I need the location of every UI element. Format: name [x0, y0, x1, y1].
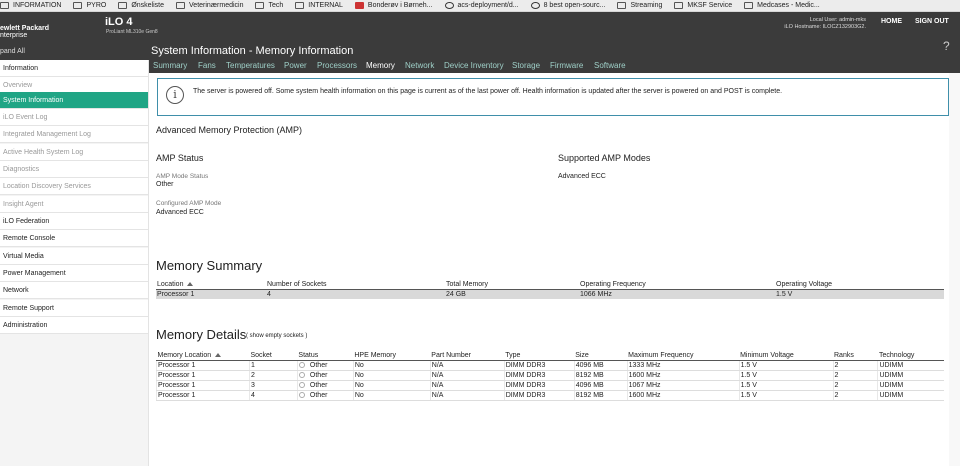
column-header-max-frequency[interactable]: Maximum Frequency	[627, 351, 739, 360]
column-header-total-memory[interactable]: Total Memory	[445, 280, 579, 289]
tab-firmware[interactable]: Firmware	[550, 61, 584, 70]
scroll-gutter	[949, 73, 960, 466]
bookmark-item[interactable]: Medcases - Medic...	[744, 2, 820, 9]
sidebar-item-ilo-federation[interactable]: iLO Federation	[0, 213, 148, 230]
table-row: Processor 1 4 24 GB 1066 MHz 1.5 V	[156, 289, 944, 299]
bookmark-item[interactable]: acs-deployment/d...	[445, 2, 519, 9]
memory-summary-table	[156, 280, 944, 299]
amp-mode-status-value: Other	[156, 181, 174, 188]
supported-amp-modes-heading: Supported AMP Modes	[558, 153, 651, 163]
sidebar-item-location-discovery-services[interactable]: Location Discovery Services	[0, 178, 148, 195]
top-header	[0, 12, 960, 44]
column-header-hpe-memory[interactable]: HPE Memory	[353, 351, 430, 360]
sidebar-item-diagnostics[interactable]: Diagnostics	[0, 161, 148, 178]
column-header-part-number[interactable]: Part Number	[430, 351, 504, 360]
local-user: Local User: admin-mks	[809, 17, 866, 23]
folder-icon	[0, 2, 9, 9]
memory-summary-title: Memory Summary	[156, 258, 263, 273]
tab-storage[interactable]: Storage	[512, 61, 541, 70]
status-other-icon	[299, 372, 305, 378]
github-icon	[445, 2, 454, 9]
tab-processors[interactable]: Processors	[317, 61, 358, 70]
sidebar-item-network[interactable]: Network	[0, 282, 148, 299]
sidebar-item-remote-console[interactable]: Remote Console	[0, 230, 148, 247]
show-empty-sockets-link[interactable]: ( show empty sockets )	[246, 333, 308, 339]
amp-status-heading: AMP Status	[156, 153, 204, 163]
power-off-notice	[157, 78, 949, 116]
configured-amp-mode-label: Configured AMP Mode	[156, 200, 222, 207]
sort-asc-icon	[215, 353, 221, 357]
bookmark-item[interactable]: 8 best open-sourc...	[531, 2, 606, 9]
memory-details-table	[156, 351, 944, 401]
sub-header	[0, 39, 960, 60]
bookmark-item[interactable]: Bonderøv i Børneh...	[355, 2, 433, 9]
folder-icon	[255, 2, 264, 9]
sidebar-item-power-management[interactable]: Power Management	[0, 265, 148, 282]
page-title: System Information - Memory Information	[151, 45, 354, 57]
github-icon	[531, 2, 540, 9]
column-header-size[interactable]: Size	[574, 351, 627, 360]
sidebar-item-virtual-media[interactable]: Virtual Media	[0, 248, 148, 265]
column-header-status[interactable]: Status	[297, 351, 353, 360]
folder-icon	[295, 2, 304, 9]
amp-title: Advanced Memory Protection (AMP)	[156, 125, 303, 135]
column-header-operating-voltage[interactable]: Operating Voltage	[775, 280, 944, 289]
column-header-socket[interactable]: Socket	[249, 351, 297, 360]
sidebar-item-ilo-event-log[interactable]: iLO Event Log	[0, 109, 148, 126]
folder-icon	[176, 2, 185, 9]
bookmark-item[interactable]: Streaming	[617, 2, 662, 9]
hpe-logo-line2: nterprise	[0, 32, 28, 39]
hpe-logo-line1: ewlett Packard	[0, 25, 50, 32]
bookmarks-bar	[0, 0, 960, 12]
column-header-type[interactable]: Type	[504, 351, 574, 360]
ilo-hostname: iLO Hostname: ILOCZ132903G2.	[784, 24, 866, 30]
folder-icon	[744, 2, 753, 9]
amp-mode-status-label: AMP Mode Status	[156, 173, 209, 180]
home-link[interactable]: HOME	[881, 18, 902, 25]
table-row: Processor 1 4 Other No N/A DIMM DDR3 8192 MB 1600 MHz 1.5 V 2 UDIMM	[157, 390, 945, 400]
info-icon: i	[166, 86, 184, 104]
sidebar-empty-area	[0, 335, 148, 466]
bookmark-item[interactable]: INFORMATION	[0, 2, 61, 9]
sidebar-item-insight-agent[interactable]: Insight Agent	[0, 196, 148, 213]
tab-memory[interactable]: Memory	[366, 61, 395, 70]
bookmark-item[interactable]: Veterinærmedicin	[176, 2, 243, 9]
column-header-memory-location[interactable]: Memory Location	[157, 351, 250, 360]
column-header-location[interactable]: Location	[156, 280, 266, 289]
sidebar-item-system-information[interactable]: System Information	[0, 92, 148, 109]
sidebar-item-active-health-system-log[interactable]: Active Health System Log	[0, 144, 148, 161]
table-row: Processor 1 2 Other No N/A DIMM DDR3 8192 MB 1600 MHz 1.5 V 2 UDIMM	[157, 370, 945, 380]
column-header-ranks[interactable]: Ranks	[833, 351, 878, 360]
column-header-min-voltage[interactable]: Minimum Voltage	[739, 351, 833, 360]
table-row: Processor 1 1 Other No N/A DIMM DDR3 4096 MB 1333 MHz 1.5 V 2 UDIMM	[157, 360, 945, 370]
column-header-sockets[interactable]: Number of Sockets	[266, 280, 445, 289]
memory-details-title: Memory Details	[156, 327, 247, 342]
tab-fans[interactable]: Fans	[198, 61, 216, 70]
bookmark-item[interactable]: PYRO	[73, 2, 106, 9]
bookmark-item[interactable]: Tech	[255, 2, 283, 9]
folder-icon	[73, 2, 82, 9]
tab-summary[interactable]: Summary	[153, 61, 188, 70]
bookmark-item[interactable]: Ønskeliste	[118, 2, 164, 9]
product-name: iLO 4	[105, 16, 133, 28]
column-header-technology[interactable]: Technology	[878, 351, 944, 360]
help-icon[interactable]: ?	[943, 39, 950, 53]
sort-asc-icon	[187, 282, 193, 286]
tab-device-inventory[interactable]: Device Inventory	[444, 61, 504, 70]
tab-software[interactable]: Software	[594, 61, 626, 70]
tab-temperatures[interactable]: Temperatures	[226, 61, 275, 70]
sign-out-link[interactable]: SIGN OUT	[915, 18, 949, 25]
bookmark-item[interactable]: MKSF Service	[674, 2, 732, 9]
notice-text: The server is powered off. Some system health information on this page is current as of the last power off. Health information is updated after the server is powered on and POST is complete.	[193, 88, 783, 95]
folder-icon	[674, 2, 683, 9]
status-other-icon	[299, 362, 305, 368]
tab-power[interactable]: Power	[284, 61, 307, 70]
sidebar-item-remote-support[interactable]: Remote Support	[0, 300, 148, 317]
bookmark-item[interactable]: INTERNAL	[295, 2, 343, 9]
folder-icon	[617, 2, 626, 9]
red-bookmark-icon	[355, 2, 364, 9]
server-model: ProLiant ML310e Gen8	[106, 29, 158, 35]
sidebar-item-integrated-management-log[interactable]: Integrated Management Log	[0, 126, 148, 143]
status-other-icon	[299, 382, 305, 388]
table-row: Processor 1 3 Other No N/A DIMM DDR3 4096 MB 1067 MHz 1.5 V 2 UDIMM	[157, 380, 945, 390]
sidebar-item-information[interactable]: Information	[0, 60, 148, 77]
column-header-operating-frequency[interactable]: Operating Frequency	[579, 280, 775, 289]
supported-amp-mode-value: Advanced ECC	[558, 173, 606, 180]
sidebar-item-overview[interactable]: Overview	[0, 77, 148, 94]
tab-network[interactable]: Network	[405, 61, 435, 70]
expand-all-link[interactable]: pand All	[0, 48, 25, 55]
sidebar-item-administration[interactable]: Administration	[0, 317, 148, 334]
folder-icon	[118, 2, 127, 9]
configured-amp-mode-value: Advanced ECC	[156, 209, 204, 216]
status-other-icon	[299, 392, 305, 398]
